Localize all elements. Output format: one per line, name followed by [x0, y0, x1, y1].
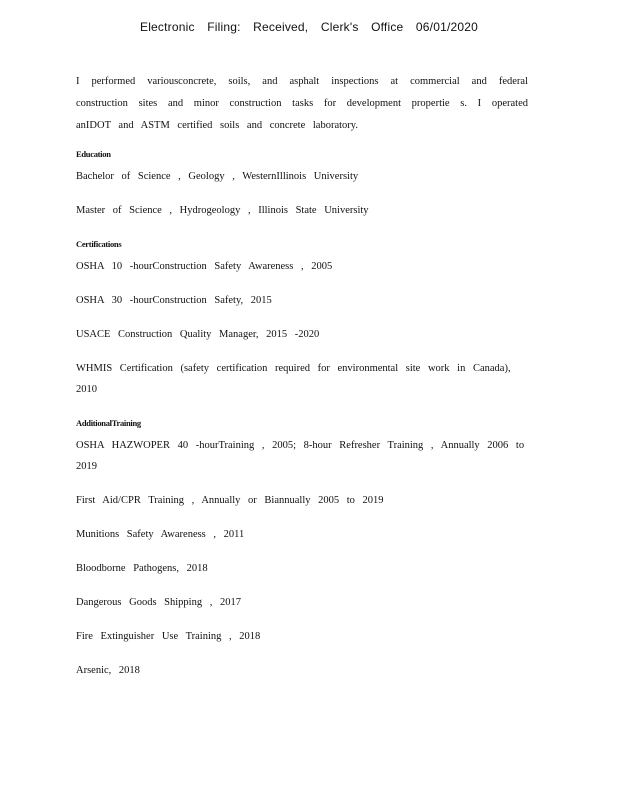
certifications-section [76, 233, 528, 400]
document-body [76, 71, 528, 681]
training-item: Bloodborne Pathogens, 2018 [76, 563, 208, 574]
certification-item: OSHA 10 -hourConstruction Safety Awareness , 2005 [76, 261, 333, 272]
education-section [76, 143, 528, 221]
section-heading-certifications: Certifications [76, 239, 122, 249]
additional-training-section [76, 412, 528, 681]
certification-item: WHMIS Certification (safety certification required for environmental site work in Canada), 2010 [76, 363, 511, 395]
filing-header: Electronic Filing: Received, Clerk's Office 06/01/2020 [139, 20, 478, 34]
training-item: Dangerous Goods Shipping , 2017 [76, 597, 241, 608]
education-item: Master of Science , Hydrogeology , Illinois State University [76, 205, 369, 216]
training-item: Fire Extinguisher Use Training , 2018 [76, 631, 261, 642]
training-item: Munitions Safety Awareness , 2011 [76, 529, 245, 540]
certification-item: USACE Construction Quality Manager, 2015 -2020 [76, 329, 320, 340]
section-heading-additional-training: AdditionalTraining [76, 418, 141, 428]
section-heading-education: Education [76, 149, 111, 159]
education-item: Bachelor of Science , Geology , WesternIllinois University [76, 171, 359, 182]
certification-item: OSHA 30 -hourConstruction Safety, 2015 [76, 295, 272, 306]
training-item: First Aid/CPR Training , Annually or Biannually 2005 to 2019 [76, 495, 384, 506]
training-item: Arsenic, 2018 [76, 665, 140, 676]
intro-paragraph: I performed variousconcrete, soils, and asphalt inspections at commercial and federal construction sites and minor construction tasks for development propertie s. I operated anIDOT and ASTM certified soils and concrete laboratory. [76, 76, 528, 131]
training-item: OSHA HAZWOPER 40 -hourTraining , 2005; 8-hour Refresher Training , Annually 2006 to 2019 [76, 440, 525, 472]
